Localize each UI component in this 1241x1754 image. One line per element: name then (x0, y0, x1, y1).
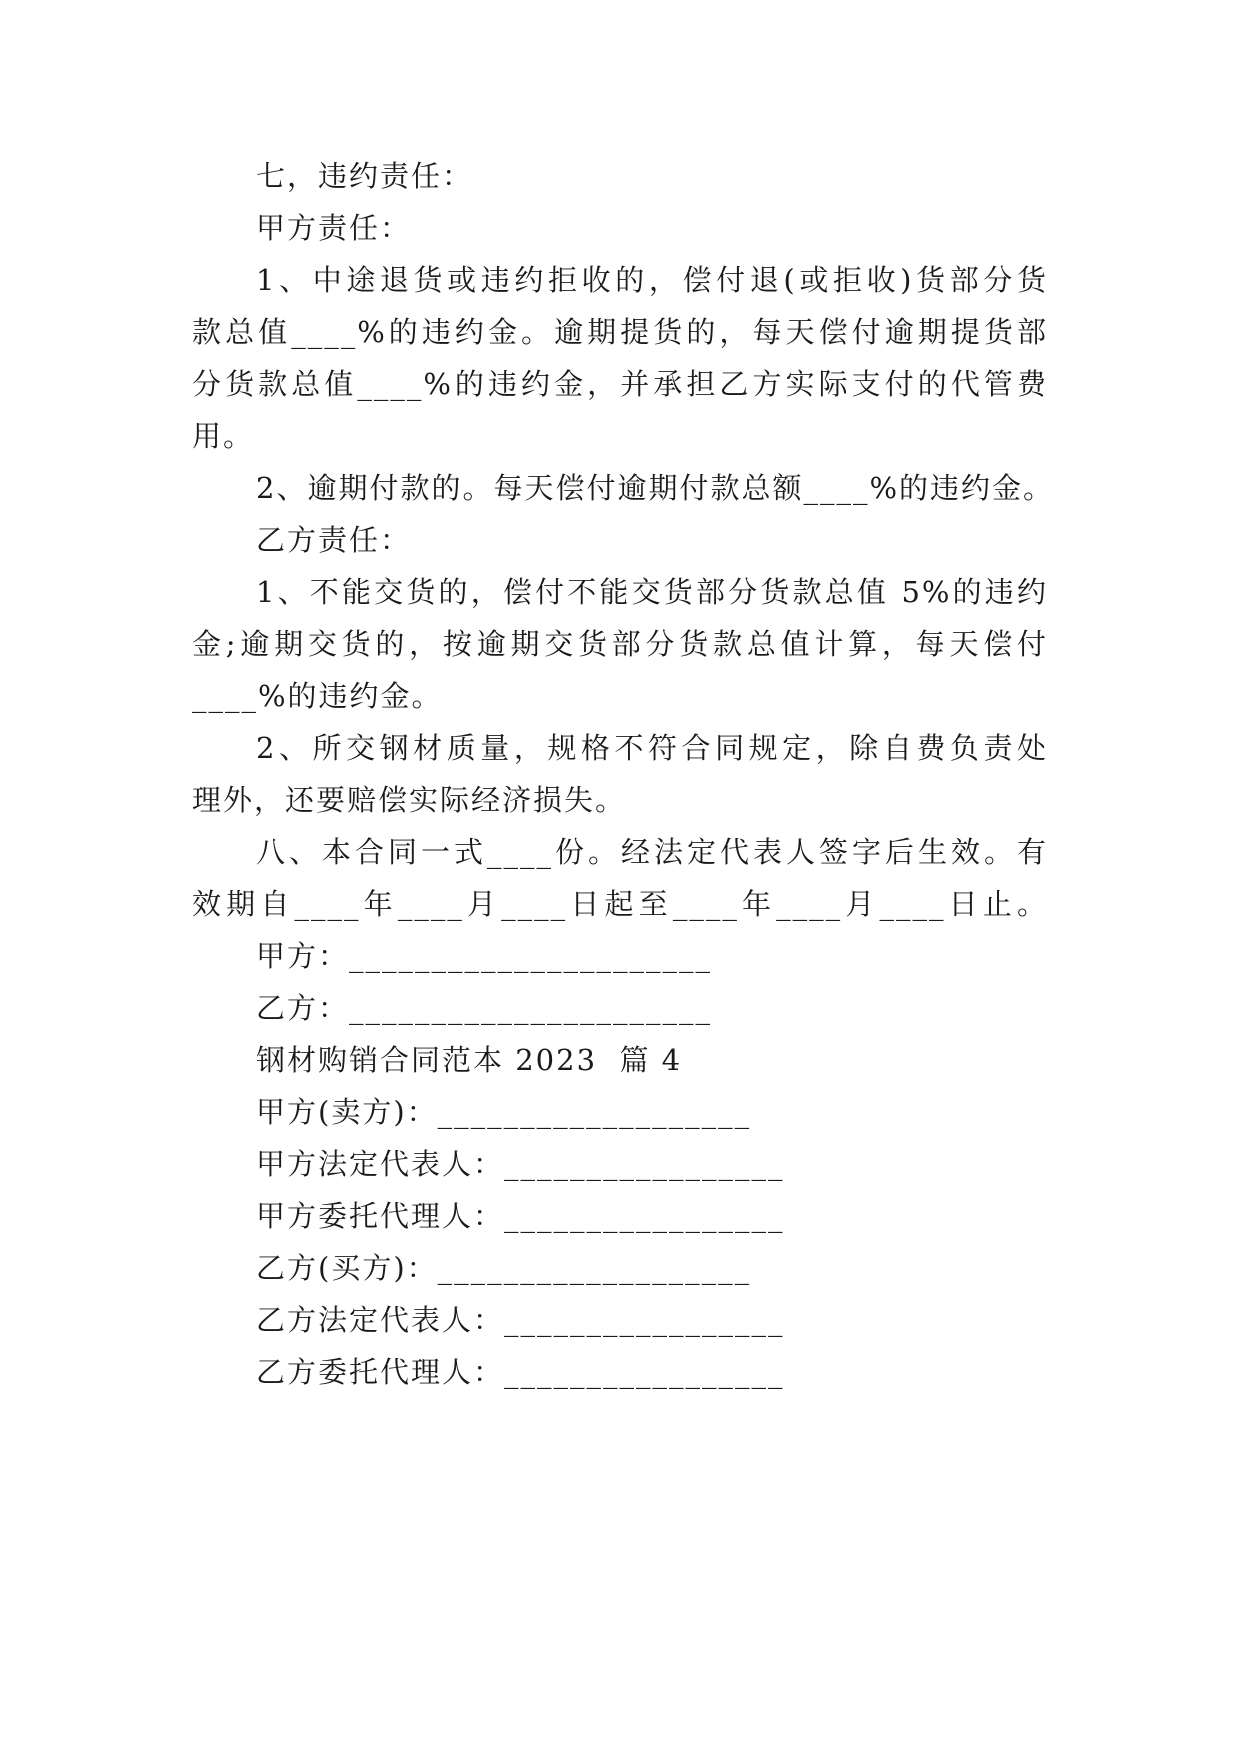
paragraph-line: 2、逾期付款的。每天偿付逾期付款总额____%的违约金。 (256, 471, 1055, 505)
party-a-signature-line: 甲方：______________________ (256, 939, 713, 973)
paragraph-line: 分货款总值____%的违约金，并承担乙方实际支付的代管费 (192, 367, 1048, 401)
section-heading-breach-liability: 七，违约责任： (256, 159, 474, 193)
seller-legal-rep-field: 甲方法定代表人：_________________ (256, 1147, 785, 1181)
contract-template-title: 钢材购销合同范本 2023 篇 4 (256, 1043, 683, 1077)
buyer-legal-rep-field: 乙方法定代表人：_________________ (256, 1303, 785, 1337)
party-b-liability-heading: 乙方责任： (256, 523, 412, 557)
paragraph-line: 2、所交钢材质量，规格不符合同规定，除自费负责处 (256, 731, 1048, 765)
party-b-signature-line: 乙方：______________________ (256, 991, 713, 1025)
paragraph-line: 用。 (192, 419, 255, 453)
seller-field: 甲方(卖方)：___________________ (256, 1095, 752, 1129)
paragraph-line: 效期自____年____月____日起至____年____月____日止。 (192, 887, 1048, 921)
section-heading-copies: 八、本合同一式____份。经法定代表人签字后生效。有 (256, 835, 1048, 869)
paragraph-line: 1、不能交货的，偿付不能交货部分货款总值 5%的违约 (256, 575, 1048, 609)
paragraph-line: 金;逾期交货的，按逾期交货部分货款总值计算，每天偿付 (192, 627, 1048, 661)
paragraph-line: ____%的违约金。 (192, 679, 443, 713)
buyer-agent-field: 乙方委托代理人：_________________ (256, 1355, 785, 1389)
paragraph-line: 理外，还要赔偿实际经济损失。 (192, 783, 627, 817)
buyer-field: 乙方(买方)：___________________ (256, 1251, 752, 1285)
seller-agent-field: 甲方委托代理人：_________________ (256, 1199, 785, 1233)
paragraph-line: 款总值____%的违约金。逾期提货的，每天偿付逾期提货部 (192, 315, 1048, 349)
paragraph-line: 1、中途退货或违约拒收的，偿付退(或拒收)货部分货 (256, 263, 1048, 297)
party-a-liability-heading: 甲方责任： (256, 211, 412, 245)
